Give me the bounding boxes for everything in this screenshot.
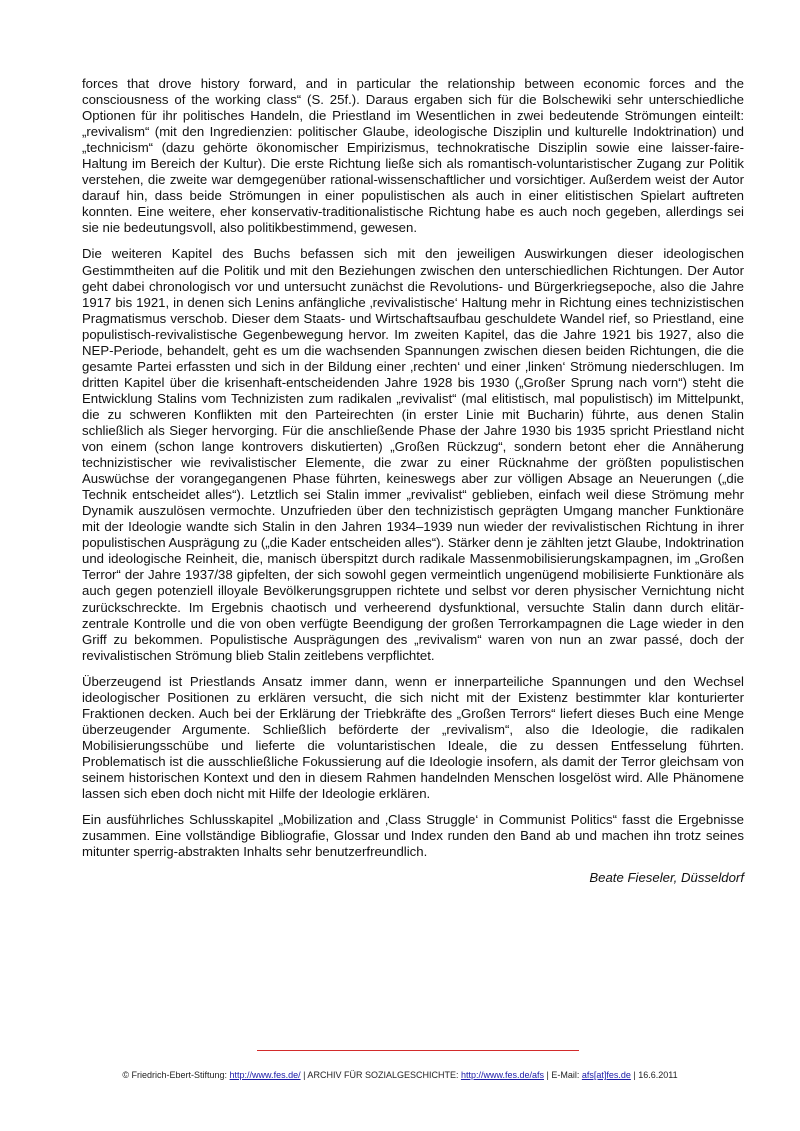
footer-archive-label: | ARCHIV FÜR SOZIALGESCHICHTE: xyxy=(300,1070,461,1080)
footer-copyright: © Friedrich-Ebert-Stiftung: xyxy=(122,1070,230,1080)
paragraph-4: Ein ausführliches Schlusskapitel „Mobilization and ‚Class Struggle‘ in Communist Politics“ fasst die Ergebnisse zusammen. Eine vollständige Bibliografie, Glossar und Index runden den Band ab und machen ihn trotz seines mitunter sperrig-abstrakten Inhalts sehr benutzerfreundlich. xyxy=(82,812,744,860)
email-link[interactable]: afs[at]fes.de xyxy=(581,1070,631,1080)
article-body xyxy=(82,76,744,886)
paragraph-2: Die weiteren Kapitel des Buchs befassen sich mit den jeweiligen Auswirkungen dieser ideologischen Gestimmtheiten auf die Politik und mit den Beziehungen zwischen den unterschiedlichen Richtungen. Der Autor geht dabei chronologisch vor und untersucht zunächst die Revolutions- und Bürgerkriegsepoche, also die Jahre 1917 bis 1921, in denen sich Lenins anfängliche ‚revivalistische‘ Haltung mehr in Richtung eines technizistischen Pragmatismus verschob. Dieser dem Staats- und Wirtschaftsaufbau geschuldete Wandel rief, so Priestland, eine populistisch-revivalistische Gegenbewegung hervor. Im zweiten Kapitel, das die Jahre 1921 bis 1927, also die NEP-Periode, behandelt, geht es um die wachsenden Spannungen zwischen diesen beiden Richtungen, die die gesamte Partei erfassten und sich in der Bildung einer ‚rechten‘ und einer ‚linken‘ Strömung niederschlugen. Im dritten Kapitel über die krisenhaft-entscheidenden Jahre 1928 bis 1930 („Großer Sprung nach vorn“) steht die Entwicklung Stalins vom Technizisten zum radikalen „revivalist“ (mal elitistisch, mal populistisch) im Mittelpunkt, die zu schweren Konflikten mit den Parteirechten (in erster Linie mit Bucharin) führte, aus denen Stalin schließlich als Sieger hervorging. Für die anschließende Phase der Jahre 1930 bis 1935 spricht Priestland nicht von einem (schon lange kontrovers diskutierten) „Großen Rückzug“, sondern betont eher die Annäherung technizistischer wie revivalistischer Elemente, die zwar zu einer Rücknahme der größten populistischen Auswüchse der vorangegangenen Phase führten, keineswegs aber zur völligen Absage an Neuerungen („die Technik entscheidet alles“). Letztlich sei Stalin immer „revivalist“ geblieben, einfach weil diese Strömung mehr Dynamik auszulösen vermochte. Unzufrieden über den technizistisch geprägten Umgang mancher Funktionäre mit der Ideologie wandte sich Stalin in den Jahren 1934–1939 nun wieder der revivalistischen Richtung in ihrer populistischen Ausprägung zu („die Kader entscheiden alles“). Stärker denn je zählten jetzt Glaube, Indoktrination und ideologische Reinheit, die, manisch überspitzt durch radikale Massenmobilisierungskampagnen, im „Großen Terror“ der Jahre 1937/38 gipfelten, der sich sowohl gegen vermeintlich ungenügend mobilisierte Funktionäre als auch gegen potenziell illoyale Bevölkerungsgruppen richtete und selbst vor deren physischer Vernichtung nicht zurückschreckte. Im Ergebnis chaotisch und verheerend dysfunktional, versuchte Stalin dann durch elitär-zentrale Kontrolle und die von oben verfügte Beendigung der großen Terrorkampagnen die Lage wieder in den Griff zu bekommen. Populistische Ausprägungen des „revivalism“ waren von nun an zwar passé, doch der revivalistischen Strömung blieb Stalin zeitlebens verpflichtet. xyxy=(82,246,744,663)
footer-date: | 16.6.2011 xyxy=(630,1070,678,1080)
fes-link[interactable]: http://www.fes.de/ xyxy=(229,1070,301,1080)
afs-link[interactable]: http://www.fes.de/afs xyxy=(460,1070,545,1080)
footer-email-label: | E-Mail: xyxy=(544,1070,582,1080)
author-signature: Beate Fieseler, Düsseldorf xyxy=(589,870,744,886)
paragraph-1: forces that drove history forward, and in particular the relationship between economic forces and the consciousness of the working class“ (S. 25f.). Daraus ergaben sich für die Bolschewiki sehr unterschiedliche Optionen für ihr politisches Handeln, die Priestland im Wesentlichen in zwei bedeutende Strömungen einteilt: „revivalism“ (mit den Ingredienzien: politischer Glaube, ideologische Disziplin und kulturelle Indoktrination) und „technicism“ (dazu gehörte ökonomischer Empirizismus, technokratische Disziplin sowie eine laisser-faire-Haltung im Bereich der Kultur). Die erste Richtung ließe sich als romantisch-voluntaristischer Zugang zur Politik verstehen, die zweite war demgegenüber rational-wissenschaftlicher und vorsichtiger. Außerdem weist der Autor darauf hin, dass beide Strömungen in einer populistischen als auch in einer elitistischen Spielart auftreten konnten. Eine weitere, eher konservativ-traditionalistische Richtung habe es auch noch gegeben, allerdings sei sie nie bedeutungsvoll, also politikbestimmend, gewesen. xyxy=(82,76,744,236)
page-footer xyxy=(0,1070,800,1080)
footer-divider xyxy=(257,1050,579,1051)
paragraph-3: Überzeugend ist Priestlands Ansatz immer dann, wenn er innerparteiliche Spannungen und den Wechsel ideologischer Positionen zu erklären versucht, die sich nicht mit der Existenz bestimmter klar konturierter Fraktionen decken. Auch bei der Erklärung der Triebkräfte des „Großen Terrors“ liefert dieses Buch eine Menge überzeugender Argumente. Schließlich beförderte der „revivalism“, also die Ideologie, die radikalen Mobilisierungsschübe und lieferte die voluntaristischen Ideale, die zu dessen Entfesselung führten. Problematisch ist die ausschließliche Fokussierung auf die Ideologie insofern, als damit der Terror gleichsam von seinem historischen Kontext und den in diesem Rahmen handelnden Menschen losgelöst wird. Alle Phänomene lassen sich eben doch nicht mit Hilfe der Ideologie erklären. xyxy=(82,673,744,802)
